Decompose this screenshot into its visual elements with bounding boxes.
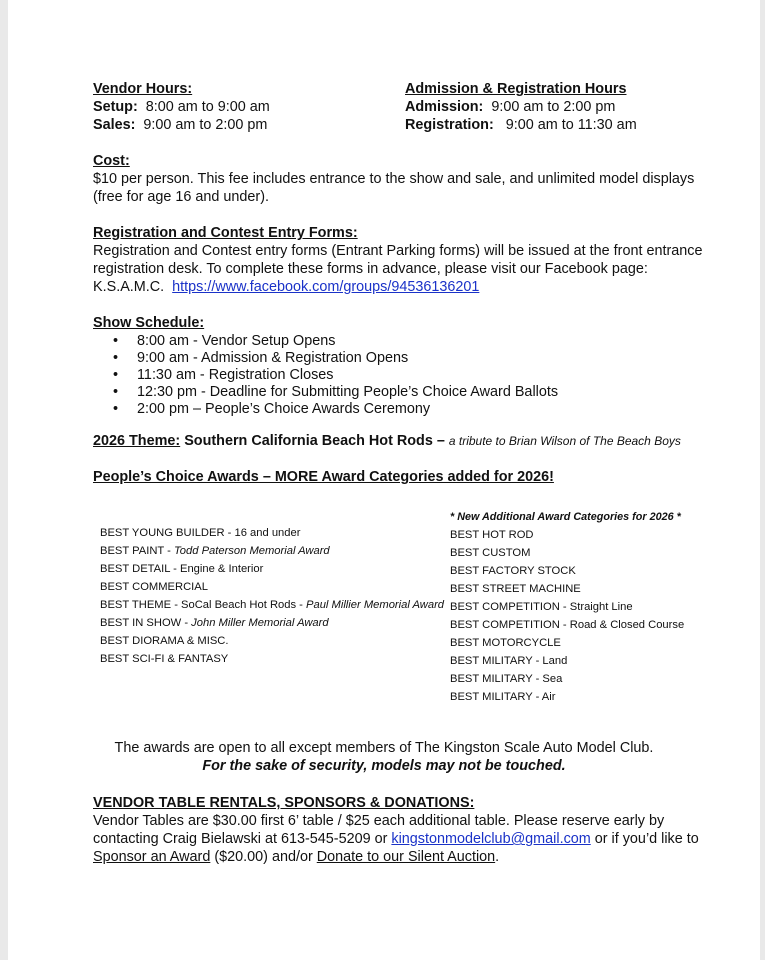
bullet-icon: •	[113, 367, 119, 383]
vendor-tables-block	[93, 794, 699, 866]
registration-value: 9:00 am to 11:30 am	[505, 117, 637, 133]
registration-forms-block	[93, 224, 702, 296]
bullet-icon: •	[113, 350, 119, 366]
award-sub: - Straight Line	[559, 601, 633, 613]
award-sub: - Road & Closed Course	[559, 619, 685, 631]
award-name: BEST FACTORY STOCK	[450, 565, 576, 577]
award-item	[100, 542, 444, 560]
award-item	[100, 650, 444, 668]
notice-line-2: For the sake of security, models may not be touched.	[202, 758, 566, 774]
award-item	[100, 632, 444, 650]
award-item	[100, 578, 444, 596]
award-name: BEST SCI-FI & FANTASY	[100, 653, 229, 665]
award-name: BEST MILITARY	[450, 673, 533, 685]
schedule-item-text: 11:30 am - Registration Closes	[137, 367, 334, 383]
cost-heading: Cost:	[93, 153, 130, 169]
schedule-item	[93, 383, 558, 400]
schedule-item-text: 2:00 pm – People’s Choice Awards Ceremony	[137, 401, 431, 417]
award-item	[450, 544, 684, 562]
schedule-heading: Show Schedule:	[93, 315, 205, 331]
schedule-item-text: 9:00 am - Admission & Registration Opens	[137, 350, 409, 366]
schedule-item	[93, 366, 558, 383]
schedule-item	[93, 400, 558, 417]
sponsor-price-text: ($20.00) and/or	[210, 849, 317, 865]
award-item	[100, 560, 444, 578]
award-sub: - Sea	[532, 673, 563, 685]
awards-left-column	[100, 524, 444, 668]
registration-forms-line-2: registration desk. To complete these forms in advance, please visit our Facebook page:	[93, 261, 648, 277]
email-link[interactable]: kingstonmodelclub@gmail.com	[391, 831, 591, 847]
award-item	[450, 526, 684, 544]
notice-line-1: The awards are open to all except members of The Kingston Scale Auto Model Club.	[114, 740, 654, 756]
schedule-item	[93, 349, 558, 366]
sales-label: Sales:	[93, 117, 136, 133]
donate-auction-link[interactable]: Donate to our Silent Auction	[316, 849, 496, 865]
schedule-item-text: 12:30 pm - Deadline for Submitting People’s Choice Award Ballots	[137, 384, 559, 400]
notice-block	[8, 739, 760, 775]
cost-block	[93, 152, 694, 206]
award-name: BEST YOUNG BUILDER - 16 and under	[100, 527, 301, 539]
admission-hours-block	[405, 80, 637, 134]
sponsor-award-link[interactable]: Sponsor an Award	[93, 849, 211, 865]
award-name: BEST MOTORCYCLE	[450, 637, 561, 649]
vendor-tables-line-1: Vendor Tables are $30.00 first 6’ table / $25 each additional table. Please reserve early by	[93, 813, 665, 829]
vendor-hours-heading: Vendor Hours:	[93, 81, 193, 97]
award-note: John Miller Memorial Award	[191, 617, 329, 629]
bullet-icon: •	[113, 333, 119, 349]
vendor-tables-heading: VENDOR TABLE RENTALS, SPONSORS & DONATIONS:	[93, 795, 475, 811]
award-name: BEST MILITARY	[450, 655, 533, 667]
award-name: BEST STREET MACHINE	[450, 583, 581, 595]
award-item	[450, 562, 684, 580]
contact-text: contacting Craig Bielawski at 613-545-5209 or	[93, 831, 392, 847]
sales-value: 9:00 am to 2:00 pm	[143, 117, 268, 133]
award-item	[450, 616, 684, 634]
vendor-tables-line-2	[93, 830, 699, 848]
award-sub: - Air	[532, 691, 556, 703]
award-name: BEST IN SHOW -	[100, 617, 192, 629]
awards-heading: People’s Choice Awards – MORE Award Categories added for 2026!	[93, 469, 554, 485]
schedule-block	[93, 314, 558, 417]
schedule-item	[93, 332, 558, 349]
admission-value: 9:00 am to 2:00 pm	[491, 99, 616, 115]
setup-label: Setup:	[93, 99, 138, 115]
new-awards-heading: * New Additional Award Categories for 2026 *	[450, 511, 681, 523]
award-note: Paul Millier Memorial Award	[306, 599, 445, 611]
theme-title: Southern California Beach Hot Rods –	[184, 433, 445, 449]
award-name: BEST DETAIL - Engine & Interior	[100, 563, 264, 575]
award-name: BEST HOT ROD	[450, 529, 534, 541]
awards-right-column	[450, 508, 684, 706]
club-abbrev: K.S.A.M.C.	[93, 279, 165, 295]
cost-line-2: (free for age 16 and under).	[93, 189, 269, 205]
bullet-icon: •	[113, 384, 119, 400]
theme-line	[93, 432, 681, 450]
award-name: BEST COMMERCIAL	[100, 581, 208, 593]
setup-value: 8:00 am to 9:00 am	[145, 99, 270, 115]
cost-line-1: $10 per person. This fee includes entrance to the show and sale, and unlimited model displays	[93, 171, 695, 187]
schedule-item-text: 8:00 am - Vendor Setup Opens	[137, 333, 336, 349]
award-note: Todd Paterson Memorial Award	[173, 545, 330, 557]
theme-label: 2026 Theme:	[93, 433, 181, 449]
schedule-list	[93, 332, 558, 417]
registration-label: Registration:	[405, 117, 494, 133]
period-text: .	[495, 849, 500, 865]
facebook-link[interactable]: https://www.facebook.com/groups/94536136201	[172, 279, 480, 295]
theme-tribute: a tribute to Brian Wilson of The Beach Boys	[448, 434, 681, 448]
award-sub: - Land	[532, 655, 568, 667]
award-name: BEST COMPETITION	[450, 619, 560, 631]
admission-hours-heading: Admission & Registration Hours	[405, 81, 627, 97]
award-item	[450, 580, 684, 598]
award-name: BEST COMPETITION	[450, 601, 560, 613]
award-item	[100, 614, 444, 632]
award-item	[450, 652, 684, 670]
award-item	[450, 688, 684, 706]
award-item	[100, 524, 444, 542]
bullet-icon: •	[113, 401, 119, 417]
award-item	[450, 670, 684, 688]
award-item	[450, 598, 684, 616]
award-name: BEST MILITARY	[450, 691, 533, 703]
admission-label: Admission:	[405, 99, 484, 115]
award-name: BEST PAINT -	[100, 545, 174, 557]
vendor-tables-line-3	[93, 848, 699, 866]
award-name: BEST DIORAMA & MISC.	[100, 635, 229, 647]
award-item	[450, 634, 684, 652]
award-item	[100, 596, 444, 614]
vendor-hours-block	[93, 80, 270, 134]
contact-text-end: or if you’d like to	[590, 831, 699, 847]
award-name: BEST CUSTOM	[450, 547, 531, 559]
flyer-page	[8, 0, 760, 960]
registration-forms-heading: Registration and Contest Entry Forms:	[93, 225, 358, 241]
award-name: BEST THEME - SoCal Beach Hot Rods -	[100, 599, 307, 611]
registration-forms-line-1: Registration and Contest entry forms (Entrant Parking forms) will be issued at the front entrance	[93, 243, 703, 259]
